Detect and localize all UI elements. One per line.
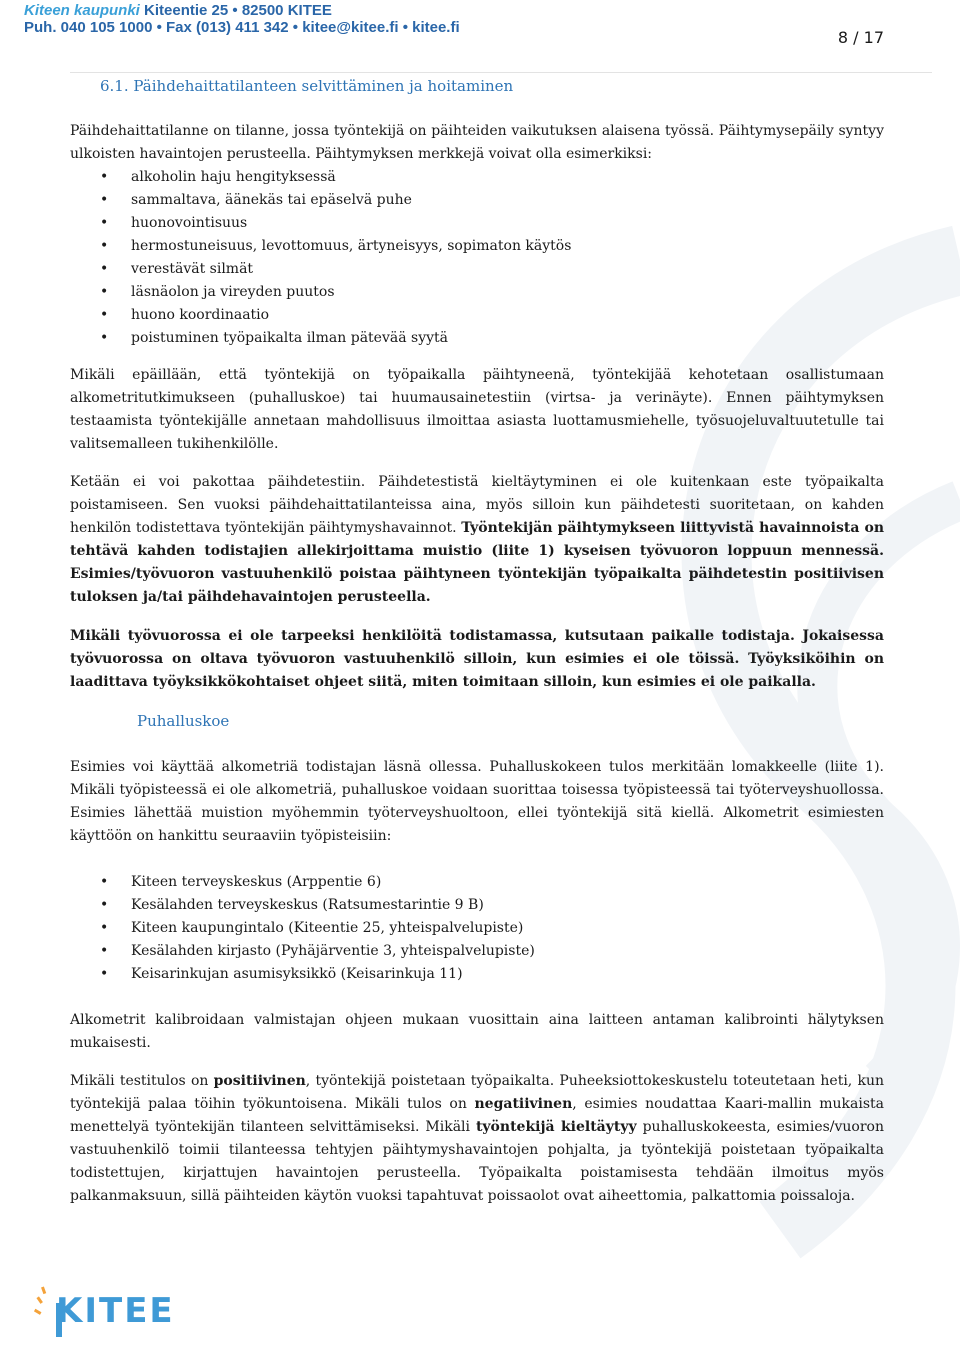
result-text: Mikäli testitulos on <box>70 1073 214 1089</box>
list-item: • läsnäolon ja vireyden puutos <box>70 281 884 304</box>
intro-paragraph: Päihdehaittatilanne on tilanne, jossa työntekijä on päihteiden vaikutuksen alaisena työssä. Päihtymysepäily syntyy ulkoisten havaintojen perusteella. Päihtymyksen merkkejä voivat olla esimerkiksi: <box>70 123 884 162</box>
list-item: • hermostuneisuus, levottomuus, ärtyneisyys, sopimaton käytös <box>70 235 884 258</box>
list-item: • Keisarinkujan asumisyksikkö (Keisarinkuja 11) <box>70 963 884 986</box>
positive-bold: positiivinen <box>213 1073 306 1089</box>
refuse-text: Ketään ei voi pakottaa päihdetestiin. Päihdetestistä kieltäytyminen ei ole kuitenkaan este työpaikalta poistamiseen. Sen vuoksi päihdehaittatilanteissa aina, myös silloin kun päihdetesti suoritetaan, on kahden henkilön todistettava työntekijän päihtymyshavainnot. <box>70 474 884 536</box>
logo-text: KITEE <box>56 1291 175 1331</box>
list-item: • Kiteen kaupungintalo (Kiteentie 25, yhteispalvelupiste) <box>70 917 884 940</box>
list-item: • Kiteen terveyskeskus (Arppentie 6) <box>70 871 884 894</box>
list-item: • poistuminen työpaikalta ilman pätevää syytä <box>70 327 884 350</box>
result-paragraph <box>70 1070 884 1208</box>
document-body <box>70 120 884 1208</box>
header-divider <box>70 72 932 73</box>
refuse-bold-text: Työntekijän päihtymykseen liittyvistä havainnoista on tehtävä kahden todistajien allekirjoittama muistio (liite 1) kyseisen työvuoron loppuun mennessä. Esimies/työvuoron vastuuhenkilö poistaa päihtyneen työntekijän työpaikalta päihdetestin positiivisen tuloksen ja/tai päihdehavaintojen perusteella. <box>70 520 885 605</box>
page-number: 8 / 17 <box>837 28 884 47</box>
list-item: • huonovointisuus <box>70 212 884 235</box>
subsection-title: Puhalluskoe <box>137 712 230 730</box>
signs-list <box>70 166 884 350</box>
header-contact: Puh. 040 105 1000 • Fax (013) 411 342 • kitee@kitee.fi • kitee.fi <box>24 19 460 36</box>
list-item: • huono koordinaatio <box>70 304 884 327</box>
result-text: , työntekijä poistetaan työpaikalta. Puheeksiottokeskustelu toteutetaan heti, kun työntekijä palaa töihin työkuntoisena. Mikäli tulos on <box>70 1073 884 1112</box>
refuse-paragraph <box>70 471 884 609</box>
list-item: • Kesälahden terveyskeskus (Ratsumestarintie 9 B) <box>70 894 884 917</box>
header-organization <box>24 2 332 19</box>
list-item: • verestävät silmät <box>70 258 884 281</box>
breath-test-paragraph: Esimies voi käyttää alkometriä todistajan läsnä ollessa. Puhalluskokeen tulos merkitään lomakkeelle (liite 1). Mikäli työpisteessä ei ole alkometriä, puhalluskoe voidaan suorittaa toisessa työpisteessä tai työterveyshuollossa. Esimies lähettää muistion myöhemmin työterveyshuoltoon, ellei työntekijä sitä kiellä. Alkometrit esimiesten käyttöön on hankittu seuraaviin työpisteisiin: <box>70 759 884 844</box>
kitee-logo <box>34 1285 194 1345</box>
staff-bold-text: Mikäli työvuorossa ei ole tarpeeksi henkilöitä todistamassa, kutsutaan paikalle todistaja. Jokaisessa työvuorossa on oltava työvuoron vastuuhenkilö silloin, kun esimies ei ole töissä. Työyksiköihin on laadittava työyksikkökohtaiset ohjeet siitä, miten toimitaan silloin, kun esimies ei ole paikalla. <box>70 628 884 690</box>
list-item: • alkoholin haju hengityksessä <box>70 166 884 189</box>
list-item: • Kesälahden kirjasto (Pyhäjärventie 3, yhteispalvelupiste) <box>70 940 884 963</box>
list-item: • sammaltava, äänekäs tai epäselvä puhe <box>70 189 884 212</box>
staff-paragraph <box>70 625 884 694</box>
org-address: Kiteentie 25 • 82500 KITEE <box>144 2 332 19</box>
calibration-paragraph: Alkometrit kalibroidaan valmistajan ohjeen mukaan vuosittain aina laitteen antaman kalibrointi hälytyksen mukaisesti. <box>70 1012 884 1051</box>
suspect-paragraph: Mikäli epäillään, että työntekijä on työpaikalla päihtyneenä, työntekijää kehotetaan osallistumaan alkometritutkimukseen (puhalluskoe) tai huumausainetestiin (virtsa- ja verinäyte). Ennen päihtymyksen testaamista työntekijälle annetaan mahdollisuus ilmoittaa asiasta luottamusmiehelle, työsuojeluvaltuutetulle tai valitsemalleen tukihenkilölle. <box>70 367 884 452</box>
locations-list <box>70 871 884 986</box>
negative-bold: negatiivinen <box>474 1096 573 1112</box>
result-text: , esimies noudattaa Kaari-mallin mukaista menettelyä työntekijän tilanteen selvittämiseksi. Mikäli <box>70 1096 884 1135</box>
org-name: Kiteen kaupunki <box>24 2 140 19</box>
result-text: puhalluskokeesta, esimies/vuoron vastuuhenkilö toimii tilanteessa tehtyjen päihtymyshavaintojen pohjalta, ja työntekijä poistetaan työpaikalta todistettujen, kirjattujen havaintojen perusteella. Työpaikalta poistamisesta tehdään ilmoitus myös palkanmaksuun, sillä päihteiden käytön vuoksi tapahtuvat poissaolot ovat aiheettomia, palkattomia poissaloja. <box>70 1119 884 1204</box>
refuses-bold: työntekijä kieltäytyy <box>475 1119 637 1135</box>
section-title: 6.1. Päihdehaittatilanteen selvittäminen ja hoitaminen <box>100 77 514 95</box>
